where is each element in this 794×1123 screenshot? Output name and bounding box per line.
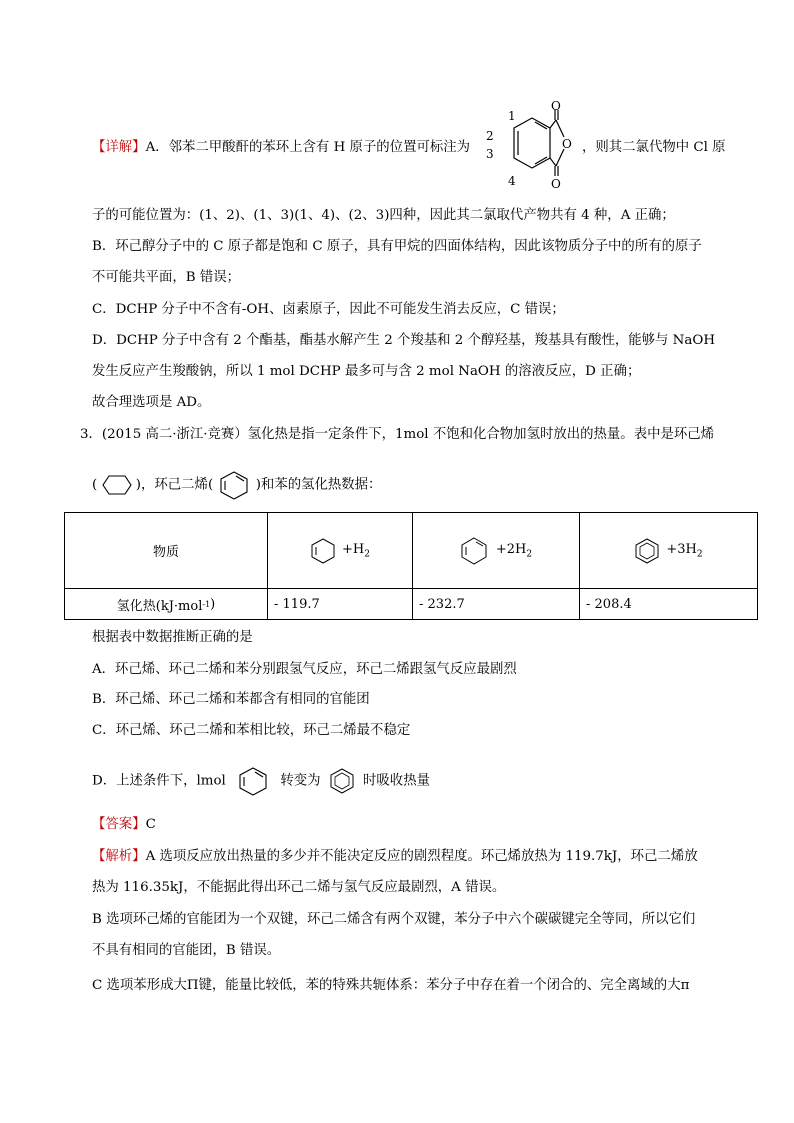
cyclohexene-icon [102,471,132,499]
analysis-line-4: 不具有相同的官能团，B 错误。 [92,943,281,958]
position-label-2: 2 [486,129,494,143]
h2-term-1: $+H_2$ [342,541,370,560]
analysis-line-3: B 选项环己烯的官能团为一个双键，环己二烯含有两个双键，苯分子中六个碳碳键完全等同，所以它们 [92,912,696,927]
explain-line-5: C．DCHP 分子中不含有-OH、卤素原子，因此不可能发生消去反应，C 错误； [92,302,565,317]
stem2-benzene-text: )和苯的氢化热数据： [255,477,382,493]
question-3-stem-2 [92,470,381,500]
oxygen-label-ring: O [562,137,572,151]
position-label-3: 3 [486,147,494,161]
question-3-stem-1: 3．(2015 高二·浙江·竞赛）氢化热是指一定条件下，1mol 不饱和化合物加氢时放出的热量。表中是环己烯 [80,427,715,442]
phthalic-anhydride-structure [484,100,594,196]
explain-line-2: 子的可能位置为：(1、2)、(1、3)(1、4)、(2、3)四种，因此其二氯取代产物共有 4 种，A 正确； [92,208,675,223]
oxygen-label-top: O [551,100,561,113]
benzene-table-icon [634,538,660,564]
h2-term-3: $+3H_2$ [666,541,703,560]
header-substance: 物质 [152,545,179,560]
table-row-values [65,589,758,620]
benzene-option-icon [329,768,355,794]
explain-line-3: B．环己醇分子中的 C 原子都是饱和 C 原子，具有甲烷的四面体结构，因此该物质分子中的所有的原子 [92,239,702,254]
option-d [92,766,430,796]
explain-line-6: D．DCHP 分子中含有 2 个酯基，酯基水解产生 2 个羧基和 2 个醇羟基，羧基具有酸性，能够与 NaOH [92,333,716,348]
explain-text-1b: ，则其二氯代物中 Cl 原 [582,140,726,155]
analysis-tag: 【解析】 [92,849,146,864]
header-cyclohexadiene [413,513,579,588]
option-d-text-2: 转变为 [280,773,321,789]
position-label-1: 1 [508,109,516,123]
header-cyclohexene [268,513,412,588]
option-b: B．环己烯、环己二烯和苯都含有相同的官能团 [92,692,370,707]
value-cyclohexene: - 119.7 [274,596,320,612]
hydrogenation-heat-table [64,512,758,620]
analysis-line-2: 热为 116.35kJ，不能据此得出环己二烯与氢气反应最剧烈，A 错误。 [92,880,506,895]
option-a: A．环己烯、环己二烯和苯分别跟氢气反应，环己二烯跟氢气反应最剧烈 [92,662,517,677]
cyclohexadiene-option-icon [236,766,270,796]
table-row-header [65,513,758,589]
row-label-heat: 氢化热(kJ·mol -1 ) [116,596,216,614]
header-benzene [580,513,757,588]
explain-line-1b [582,138,726,158]
position-label-4: 4 [508,174,516,188]
analysis-line-5: C 选项苯形成大Π键，能量比较低，苯的特殊共轭体系：苯分子中存在着一个闭合的、完全离域的大π [92,978,690,993]
analysis-line-1 [92,847,698,867]
answer-tag: 【答案】 [92,817,146,832]
explain-line-8: 故合理选项是 AD。 [92,395,211,410]
option-d-text-3: 时吸收热量 [363,773,430,789]
question-prompt: 根据表中数据推断正确的是 [92,630,253,645]
explain-text-1a: A．邻苯二甲酸酐的苯环上含有 H 原子的位置可标注为 [145,140,471,155]
oxygen-label-bottom: O [551,177,561,191]
value-benzene: - 208.4 [586,596,632,612]
option-d-text-1: D．上述条件下，lmol [92,773,226,789]
explain-line-1 [92,138,470,158]
analysis-text-1: A 选项反应放出热量的多少并不能决定反应的剧烈程度。环己烯放热为 119.7kJ，环己二烯放 [145,849,698,864]
cyclohexadiene-icon [217,470,251,500]
h2-term-2: $+2H_2$ [495,541,533,560]
value-cyclohexadiene: - 232.7 [419,596,465,612]
answer-value: C [145,817,156,832]
explain-tag: 【详解】 [92,140,146,155]
stem2-cyclohexadiene-text: )，环己二烯( [135,477,214,493]
explain-line-4: 不可能共平面，B 错误； [92,270,241,285]
answer-line [92,815,156,835]
cyclohexadiene-table-icon [460,537,488,565]
option-c: C．环己烯、环己二烯和苯相比较，环己二烯最不稳定 [92,723,411,738]
stem2-open-paren: ( [92,477,98,493]
explain-line-7: 发生反应产生羧酸钠，所以 1 mol DCHP 最多可与含 2 mol NaOH 的溶液反应，D 正确； [92,364,641,379]
cyclohexene-table-icon [310,538,336,564]
